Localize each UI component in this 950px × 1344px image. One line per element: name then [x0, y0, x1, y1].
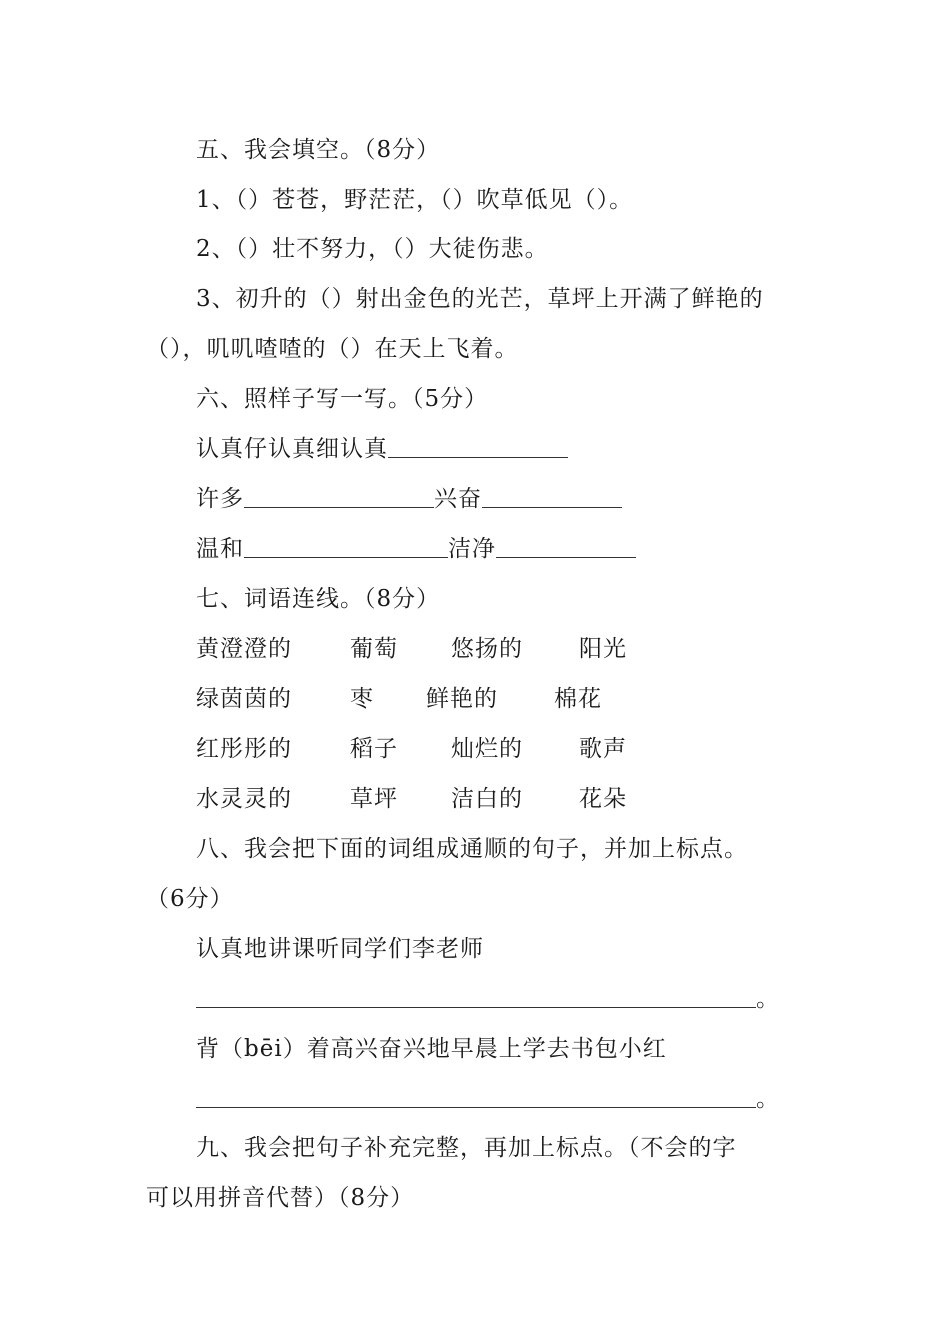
- answer-blank[interactable]: [196, 985, 756, 1008]
- match-word[interactable]: 阳光: [579, 636, 627, 662]
- answer-blank[interactable]: [496, 535, 636, 558]
- match-word[interactable]: 葡萄: [350, 636, 398, 662]
- section6-word-3: 温和: [196, 536, 244, 562]
- section9-title-line1: 九、我会把句子补充完整，再加上标点。（不会的字: [196, 1135, 737, 1161]
- match-word[interactable]: 黄澄澄的: [196, 636, 292, 662]
- section6-word-2: 兴奋: [434, 486, 482, 512]
- match-word[interactable]: 枣: [350, 686, 374, 712]
- match-word[interactable]: 花朵: [579, 786, 627, 812]
- match-word[interactable]: 悠扬的: [451, 636, 523, 662]
- section5-question-3-line2: （），叽叽喳喳的（）在天上飞着。: [146, 336, 519, 362]
- match-word[interactable]: 水灵灵的: [196, 786, 292, 812]
- match-word[interactable]: 鲜艳的: [426, 686, 498, 712]
- match-word[interactable]: 绿茵茵的: [196, 686, 292, 712]
- match-word[interactable]: 歌声: [579, 736, 627, 762]
- section6-word-1: 许多: [196, 486, 244, 512]
- end-mark: 。: [756, 986, 780, 1012]
- match-word[interactable]: 红彤彤的: [196, 736, 292, 762]
- section5-question-1: 1、（）苍苍，野茫茫，（）吹草低见（）。: [196, 187, 634, 213]
- section6-row-1: [196, 484, 622, 514]
- match-word[interactable]: 洁白的: [451, 786, 523, 812]
- section8-answer-2-row: [196, 1084, 780, 1114]
- section8-title-line1: 八、我会把下面的词组成通顺的句子，并加上标点。: [196, 836, 748, 862]
- answer-blank[interactable]: [244, 535, 448, 558]
- section8-title-line2: （6分）: [146, 886, 234, 912]
- end-mark: 。: [756, 1086, 780, 1112]
- section9-title-line2: 可以用拼音代替）（8分）: [146, 1185, 415, 1211]
- section8-sentence-1: 认真地讲课听同学们李老师: [196, 936, 484, 962]
- answer-blank[interactable]: [388, 435, 568, 458]
- section5-title: 五、我会填空。（8分）: [196, 137, 441, 163]
- match-word[interactable]: 棉花: [554, 686, 602, 712]
- section6-title: 六、照样子写一写。（5分）: [196, 386, 489, 412]
- section6-row-2: [196, 534, 636, 564]
- section7-title: 七、词语连线。（8分）: [196, 586, 441, 612]
- answer-blank[interactable]: [196, 1085, 756, 1108]
- section8-sentence-2: 背（bēi）着高兴奋兴地早晨上学去书包小红: [196, 1036, 667, 1062]
- section6-example: 认真仔认真细认真: [196, 436, 388, 462]
- section5-question-2: 2、（）壮不努力，（）大徒伤悲。: [196, 236, 549, 262]
- answer-blank[interactable]: [244, 485, 434, 508]
- answer-blank[interactable]: [482, 485, 622, 508]
- match-word[interactable]: 稻子: [350, 736, 398, 762]
- section6-example-row: [196, 434, 568, 464]
- section6-word-4: 洁净: [448, 536, 496, 562]
- section8-answer-1-row: [196, 984, 780, 1014]
- match-word[interactable]: 灿烂的: [451, 736, 523, 762]
- match-word[interactable]: 草坪: [350, 786, 398, 812]
- section5-question-3-line1: 3、初升的（）射出金色的光芒，草坪上开满了鲜艳的: [196, 286, 764, 312]
